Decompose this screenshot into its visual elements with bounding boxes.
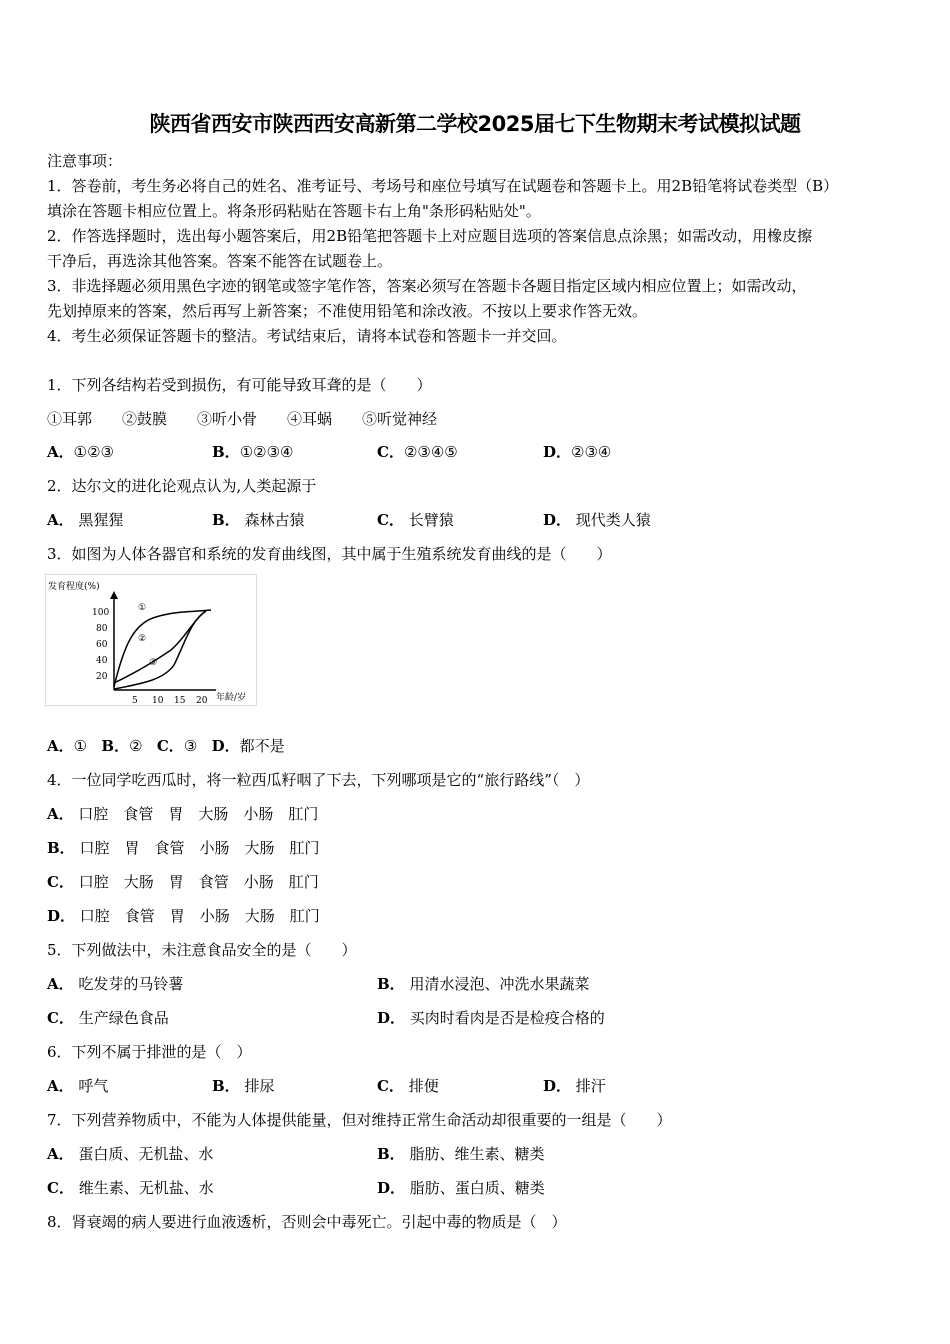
question-4-stem: 4．一位同学吃西瓜时，将一粒西瓜籽咽了下去，下列哪项是它的“旅行路线”（ ） xyxy=(47,771,590,789)
option-letter: B． xyxy=(212,1077,240,1095)
option-text: ②③④ xyxy=(571,443,612,461)
q7-option-d[interactable] xyxy=(377,1178,545,1198)
notice-heading: 注意事项： xyxy=(47,152,123,170)
notice-line: 先划掉原来的答案，然后再写上新答案；不准使用铅笔和涂改液。不按以上要求作答无效。 xyxy=(47,302,648,320)
q4-option-b[interactable] xyxy=(47,838,319,858)
x-tick: 20 xyxy=(196,696,208,705)
option-letter: B． xyxy=(212,443,240,461)
curve-label: ① xyxy=(138,603,147,613)
option-text: 现代类人猿 xyxy=(575,511,651,529)
notice-line: 3．非选择题必须用黑色字迹的钢笔或签字笔作答，答案必须写在答题卡各题目指定区域内相应位置上；如需改动， xyxy=(47,277,807,295)
option-letter: A． xyxy=(47,1077,74,1095)
option-text: 口腔 食管 胃 小肠 大肠 肛门 xyxy=(79,907,320,925)
x-tick: 10 xyxy=(152,696,164,705)
q3-option-b[interactable] xyxy=(101,737,142,755)
q7-option-c[interactable] xyxy=(47,1178,214,1198)
y-tick: 60 xyxy=(96,640,108,650)
option-letter: D． xyxy=(543,443,572,461)
q3-option-c[interactable] xyxy=(157,737,197,755)
option-letter: D． xyxy=(377,1009,406,1027)
option-text: ① xyxy=(73,737,88,755)
option-text: 口腔 食管 胃 大肠 小肠 肛门 xyxy=(78,805,319,823)
option-letter: A． xyxy=(47,511,74,529)
option-letter: B． xyxy=(377,975,405,993)
notice-line: 填涂在答题卡相应位置上。将条形码粘贴在答题卡右上角"条形码粘贴处"。 xyxy=(47,202,541,220)
y-tick: 100 xyxy=(92,608,110,618)
option-letter: A． xyxy=(47,805,74,823)
q6-option-a[interactable] xyxy=(47,1076,108,1096)
option-text: ② xyxy=(129,737,143,755)
option-text: 排尿 xyxy=(244,1077,275,1095)
y-axis-arrow-icon xyxy=(110,591,118,599)
option-text: 脂肪、维生素、糖类 xyxy=(409,1145,545,1163)
q3-options xyxy=(47,736,285,756)
option-text: 维生素、无机盐、水 xyxy=(78,1179,214,1197)
option-text: 都不是 xyxy=(239,737,285,755)
option-text: 排汗 xyxy=(575,1077,606,1095)
q6-option-c[interactable] xyxy=(377,1076,439,1096)
q6-option-d[interactable] xyxy=(543,1076,606,1096)
option-letter: D． xyxy=(543,511,572,529)
question-8-stem: 8．肾衰竭的病人要进行血液透析，否则会中毒死亡。引起中毒的物质是（ ） xyxy=(47,1213,567,1231)
option-letter: A． xyxy=(47,1145,74,1163)
q1-option-b[interactable] xyxy=(212,442,293,462)
option-letter: D． xyxy=(377,1179,406,1197)
option-letter: A． xyxy=(47,737,74,755)
notice-line: 4．考生必须保证答题卡的整洁。考试结束后，请将本试卷和答题卡一并交回。 xyxy=(47,327,567,345)
option-letter: D． xyxy=(47,907,76,925)
q1-option-d[interactable] xyxy=(543,442,611,462)
figure-xlabel: 年龄/岁 xyxy=(216,693,247,703)
q5-option-d[interactable] xyxy=(377,1008,605,1028)
option-letter: C． xyxy=(47,873,74,891)
option-text: ①②③ xyxy=(73,443,114,461)
option-text: 吃发芽的马铃薯 xyxy=(78,975,184,993)
figure-ylabel: 发育程度(%) xyxy=(48,582,100,592)
option-letter: B． xyxy=(101,737,130,755)
q4-option-c[interactable] xyxy=(47,872,319,892)
q7-option-b[interactable] xyxy=(377,1144,544,1164)
option-text: 脂肪、蛋白质、糖类 xyxy=(409,1179,545,1197)
notice-line: 1．答卷前，考生务必将自己的姓名、准考证号、考场号和座位号填写在试题卷和答题卡上。用2B铅笔将试卷类型（B） xyxy=(47,177,839,195)
curve-label: ② xyxy=(138,634,147,644)
curve-label: ③ xyxy=(149,658,158,668)
question-3-stem: 3．如图为人体各器官和系统的发育曲线图，其中属于生殖系统发育曲线的是（ ） xyxy=(47,545,612,563)
question-2-stem: 2．达尔文的进化论观点认为,人类起源于 xyxy=(47,477,317,495)
y-tick: 40 xyxy=(96,656,108,666)
option-letter: C． xyxy=(377,1077,404,1095)
q3-option-d[interactable] xyxy=(212,737,285,755)
question-1-items: ①耳郭 ②鼓膜 ③听小骨 ④耳蜗 ⑤听觉神经 xyxy=(47,410,438,428)
x-tick: 15 xyxy=(174,696,186,705)
q6-option-b[interactable] xyxy=(212,1076,274,1096)
option-text: ①②③④ xyxy=(239,443,294,461)
option-text: 买肉时看肉是否是检疫合格的 xyxy=(409,1009,605,1027)
option-letter: A． xyxy=(47,975,74,993)
q2-option-a[interactable] xyxy=(47,510,123,530)
option-text: 口腔 大肠 胃 食管 小肠 肛门 xyxy=(78,873,319,891)
q4-option-d[interactable] xyxy=(47,906,320,926)
option-text: 排便 xyxy=(408,1077,439,1095)
option-letter: C． xyxy=(156,737,184,755)
q7-option-a[interactable] xyxy=(47,1144,213,1164)
q2-option-b[interactable] xyxy=(212,510,304,530)
option-letter: C． xyxy=(377,511,404,529)
q4-option-a[interactable] xyxy=(47,804,318,824)
question-6-stem: 6．下列不属于排泄的是（ ） xyxy=(47,1043,252,1061)
option-text: 呼气 xyxy=(78,1077,109,1095)
q3-option-a[interactable] xyxy=(47,737,87,755)
q5-option-a[interactable] xyxy=(47,974,183,994)
option-text: 口腔 胃 食管 小肠 大肠 肛门 xyxy=(79,839,320,857)
q2-option-c[interactable] xyxy=(377,510,454,530)
q5-option-c[interactable] xyxy=(47,1008,169,1028)
option-text: 森林古猿 xyxy=(244,511,305,529)
option-letter: B． xyxy=(377,1145,405,1163)
option-text: 蛋白质、无机盐、水 xyxy=(78,1145,214,1163)
development-curve-figure xyxy=(45,574,257,706)
option-letter: C． xyxy=(47,1179,74,1197)
notice-line: 干净后，再选涂其他答案。答案不能答在试题卷上。 xyxy=(47,252,393,270)
option-text: 黑猩猩 xyxy=(78,511,124,529)
option-letter: D． xyxy=(211,737,240,755)
notice-line: 2．作答选择题时，选出每小题答案后，用2B铅笔把答题卡上对应题目选项的答案信息点涂黑；如需改动，用橡皮擦 xyxy=(47,227,813,245)
question-5-stem: 5．下列做法中，未注意食品安全的是（ ） xyxy=(47,941,357,959)
question-7-stem: 7．下列营养物质中，不能为人体提供能量，但对维持正常生命活动却很重要的一组是（ ） xyxy=(47,1111,672,1129)
option-letter: A． xyxy=(47,443,74,461)
option-text: 生产绿色食品 xyxy=(78,1009,169,1027)
option-letter: B． xyxy=(47,839,75,857)
q1-option-a[interactable] xyxy=(47,442,114,462)
y-tick: 80 xyxy=(96,624,108,634)
q5-option-b[interactable] xyxy=(377,974,589,994)
option-text: ②③④⑤ xyxy=(403,443,458,461)
option-text: 用清水浸泡、冲洗水果蔬菜 xyxy=(409,975,590,993)
y-tick: 20 xyxy=(96,672,108,682)
option-text: ③ xyxy=(183,737,198,755)
q2-option-d[interactable] xyxy=(543,510,651,530)
page-title: 陕西省西安市陕西西安高新第二学校2025届七下生物期末考试模拟试题 xyxy=(149,112,801,136)
question-1-stem: 1．下列各结构若受到损伤，有可能导致耳聋的是（ ） xyxy=(47,376,432,394)
curve-2 xyxy=(114,611,206,683)
option-letter: B． xyxy=(212,511,240,529)
curve-3 xyxy=(114,611,206,689)
option-letter: C． xyxy=(377,443,404,461)
option-letter: D． xyxy=(543,1077,572,1095)
q1-option-c[interactable] xyxy=(377,442,458,462)
x-tick: 5 xyxy=(132,696,138,705)
option-text: 长臂猿 xyxy=(408,511,454,529)
option-letter: C． xyxy=(47,1009,74,1027)
